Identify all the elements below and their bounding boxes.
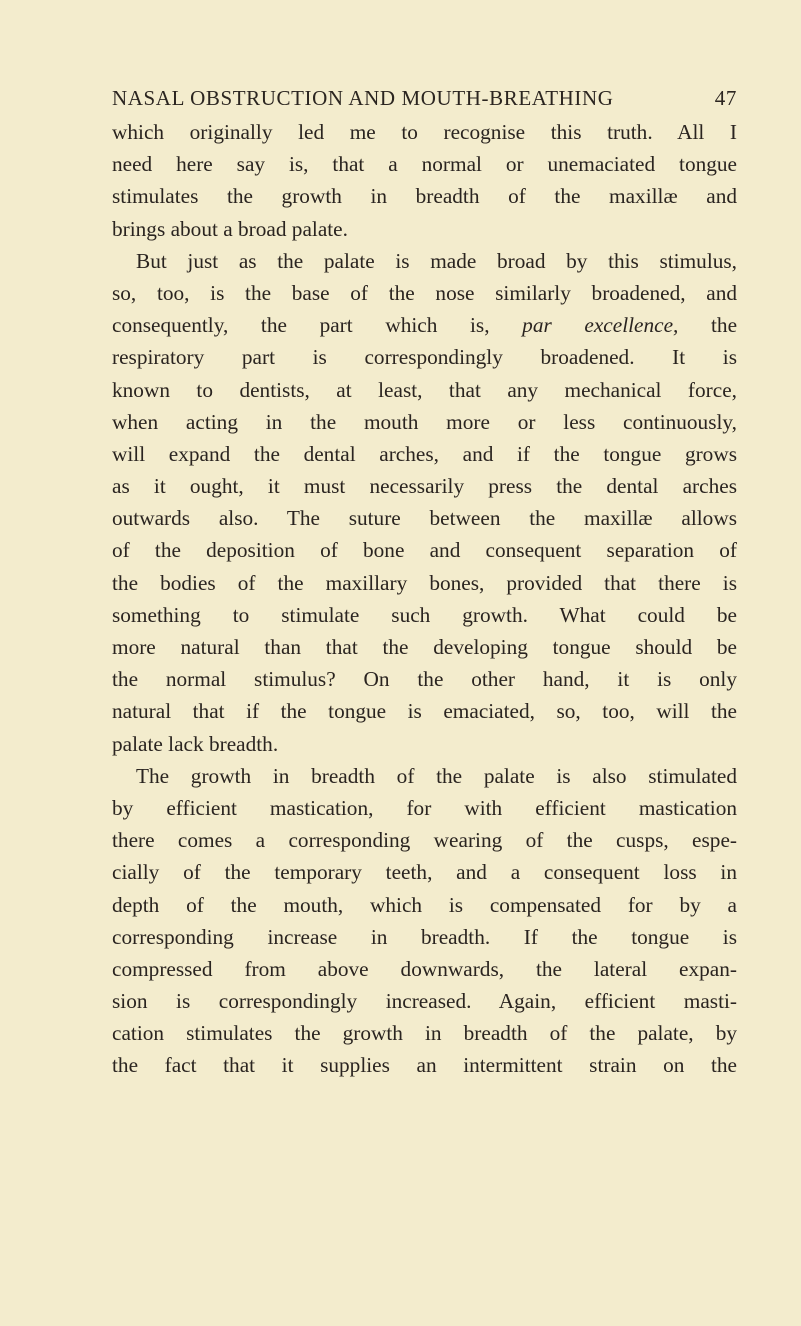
text-line-with-italic <box>112 309 737 341</box>
text-line: cation stimulates the growth in breadth of the palate, by <box>112 1021 737 1046</box>
text-fragment: the <box>711 313 738 338</box>
text-line: depth of the mouth, which is compensated for by a <box>112 892 737 917</box>
text-line: respiratory part is correspondingly broadened. It is <box>112 345 737 370</box>
text-line: sion is correspondingly increased. Again, efficient masti- <box>112 989 737 1014</box>
text-line: of the deposition of bone and consequent separation of <box>112 538 737 563</box>
body-text <box>112 116 737 1082</box>
page-number: 47 <box>714 86 737 110</box>
text-line: known to dentists, at least, that any mechanical force, <box>112 377 737 402</box>
text-line: which originally led me to recognise this truth. All I <box>112 120 737 144</box>
text-line: so, too, is the base of the nose similarly broadened, and <box>112 280 737 305</box>
text-line: palate lack breadth. <box>112 731 279 756</box>
italic-phrase: par excellence, <box>522 313 679 338</box>
text-line: The growth in breadth of the palate is also stimulated <box>136 763 737 788</box>
text-line: the bodies of the maxillary bones, provided that there is <box>112 570 737 595</box>
text-line: stimulates the growth in breadth of the maxillæ and <box>112 184 737 209</box>
text-line: the normal stimulus? On the other hand, it is only <box>112 667 737 692</box>
text-line: cially of the temporary teeth, and a consequent loss in <box>112 860 737 885</box>
text-line: corresponding increase in breadth. If the tongue is <box>112 924 737 949</box>
running-head <box>112 86 737 111</box>
text-line: need here say is, that a normal or unemaciated tongue <box>112 152 737 177</box>
text-line: compressed from above downwards, the lateral expan- <box>112 956 737 981</box>
text-line: when acting in the mouth more or less continuously, <box>112 409 737 434</box>
text-line: as it ought, it must necessarily press the dental arches <box>112 474 737 499</box>
text-line: brings about a broad palate. <box>112 216 348 241</box>
text-line: outwards also. The suture between the maxillæ allows <box>112 506 737 531</box>
text-line: the fact that it supplies an intermittent strain on the <box>112 1053 737 1078</box>
text-line: there comes a corresponding wearing of the cusps, espe- <box>112 828 737 853</box>
text-fragment: consequently, the part which is, <box>112 313 490 338</box>
text-line: more natural than that the developing tongue should be <box>112 635 737 659</box>
text-line: will expand the dental arches, and if the tongue grows <box>112 441 737 466</box>
text-line: by efficient mastication, for with efficient mastication <box>112 795 737 820</box>
running-head-title: NASAL OBSTRUCTION AND MOUTH-BREATHING <box>112 86 614 110</box>
text-line: natural that if the tongue is emaciated, so, too, will the <box>112 699 737 724</box>
text-line: something to stimulate such growth. What could be <box>112 602 737 627</box>
text-line: But just as the palate is made broad by this stimulus, <box>136 248 737 273</box>
